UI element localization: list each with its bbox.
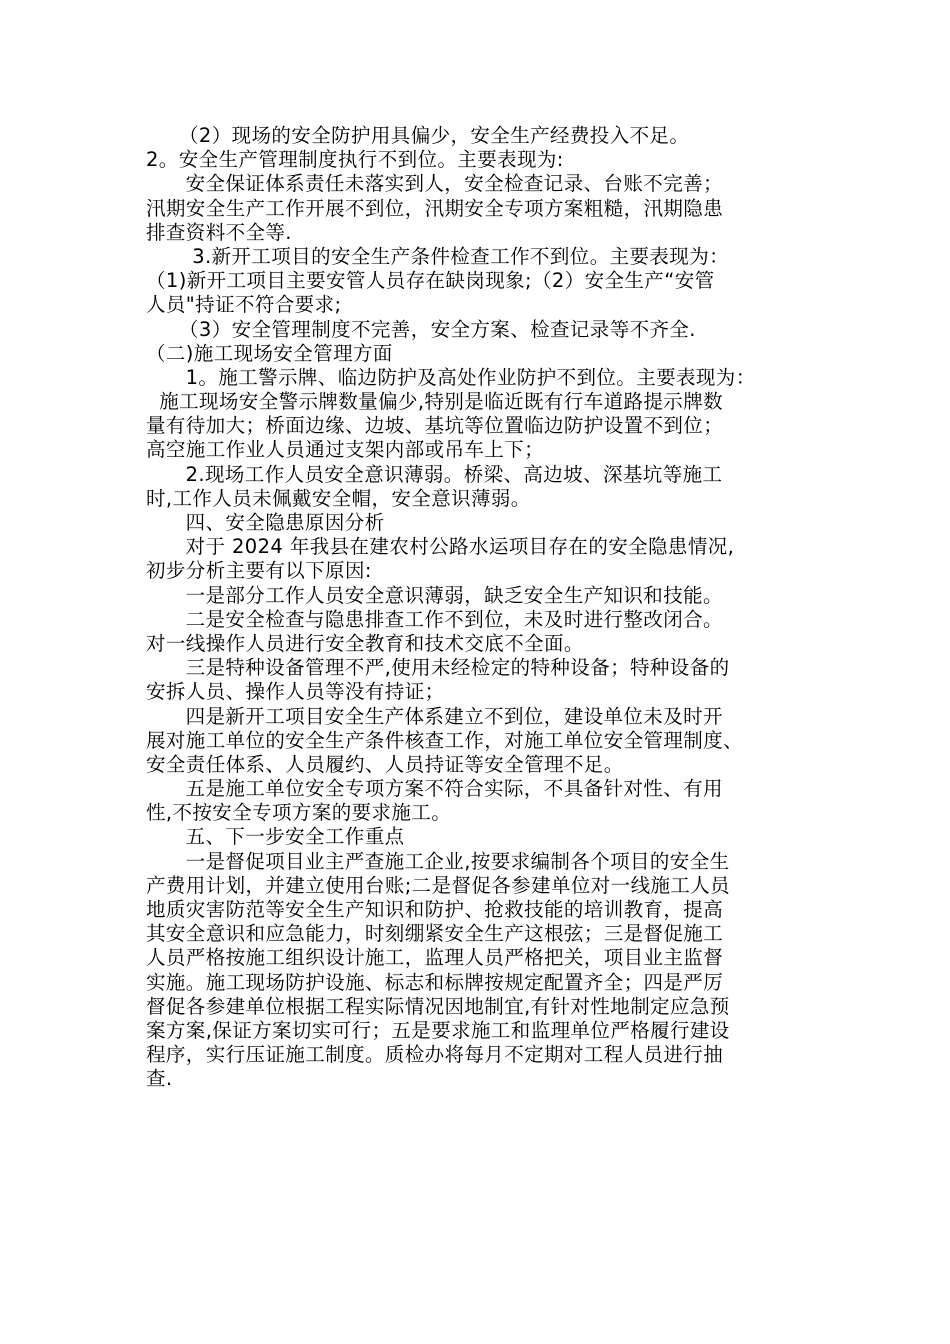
text-line: 二是安全检查与隐患排查工作不到位，未及时进行整改闭合。 — [146, 607, 723, 631]
text-line: 安拆人员、操作人员等没有持证； — [146, 680, 445, 704]
text-line: 四是新开工项目安全生产体系建立不到位，建设单位未及时开 — [146, 704, 723, 728]
text-line: 五、下一步安全工作重点 — [146, 825, 405, 849]
text-line: 对一线操作人员进行安全教育和技术交底不全面。 — [146, 631, 584, 655]
text-line: 督促各参建单位根据工程实际情况因地制宜,有针对性地制定应急预 — [146, 994, 730, 1018]
text-line: （3）安全管理制度不完善，安全方案、检查记录等不齐全. — [146, 317, 696, 341]
text-line: 展对施工单位的安全生产条件核查工作，对施工单位安全管理制度、 — [146, 728, 744, 752]
text-line: （二)施工现场安全管理方面 — [146, 341, 393, 365]
text-line: 施工现场安全警示牌数量偏少,特别是临近既有行车道路提示牌数 — [146, 390, 723, 414]
text-line: 1。施工警示牌、临边防护及高处作业防护不到位。主要表现为： — [146, 365, 756, 389]
text-line: 时,工作人员未佩戴安全帽，安全意识薄弱。 — [146, 486, 531, 510]
text-line: 2。安全生产管理制度执行不到位。主要表现为: — [146, 148, 564, 172]
text-line: 量有待加大；桥面边缘、边坡、基坑等位置临边防护设置不到位； — [146, 414, 724, 438]
text-line: （2）现场的安全防护用具偏少，安全生产经费投入不足。 — [146, 124, 690, 147]
text-line: 对于 2024 年我县在建农村公路水运项目存在的安全隐患情况, — [146, 535, 735, 559]
text-line: 其安全意识和应急能力，时刻绷紧安全生产这根弦；三是督促施工 — [146, 922, 724, 946]
text-line: 安全责任体系、人员履约、人员持证等安全管理不足。 — [146, 752, 624, 776]
text-line: 高空施工作业人员通过支架内部或吊车上下； — [146, 438, 545, 462]
text-line: 人员严格按施工组织设计施工，监理人员严格把关，项目业主监督 — [146, 946, 724, 970]
text-line: 四、安全隐患原因分析 — [146, 511, 385, 534]
text-line: 程序，实行压证施工制度。质检办将每月不定期对工程人员进行抽 — [146, 1043, 724, 1067]
text-line: 人员"持证不符合要求; — [146, 293, 342, 317]
text-line: 产费用计划，并建立使用台账;二是督促各参建单位对一线施工人员 — [146, 873, 731, 897]
text-line: 查. — [146, 1067, 173, 1091]
text-line: 一是督促项目业主严查施工企业,按要求编制各个项目的安全生 — [146, 849, 730, 873]
text-line: 实施。施工现场防护设施、标志和标牌按规定配置齐全；四是严厉 — [146, 970, 724, 994]
text-line: 汛期安全生产工作开展不到位，汛期安全专项方案粗糙，汛期隐患 — [146, 196, 724, 220]
document-body — [146, 124, 836, 1092]
text-line: 案方案,保证方案切实可行；五是要求施工和监理单位严格履行建设 — [146, 1018, 730, 1042]
text-line: 初步分析主要有以下原因: — [146, 559, 372, 583]
text-line: 3.新开工项目的安全生产条件检查工作不到位。主要表现为： — [146, 244, 729, 268]
text-line: 安全保证体系责任未落实到人，安全检查记录、台账不完善； — [146, 172, 723, 196]
text-line: 三是特种设备管理不严,使用未经检定的特种设备；特种设备的 — [146, 656, 730, 680]
text-line: （1)新开工项目主要安管人员存在缺岗现象;（2）安全生产“安管 — [146, 269, 715, 293]
text-line: 性,不按安全专项方案的要求施工。 — [146, 801, 452, 825]
text-line: 五是施工单位安全专项方案不符合实际，不具备针对性、有用 — [146, 777, 723, 801]
text-line: 地质灾害防范等安全生产知识和防护、抢救技能的培训教育，提高 — [146, 898, 724, 921]
text-line: 一是部分工作人员安全意识薄弱，缺乏安全生产知识和技能。 — [146, 583, 723, 607]
text-line: 排查资料不全等. — [146, 220, 292, 244]
text-line: 2.现场工作人员安全意识薄弱。桥梁、高边坡、深基坑等施工 — [146, 462, 723, 486]
